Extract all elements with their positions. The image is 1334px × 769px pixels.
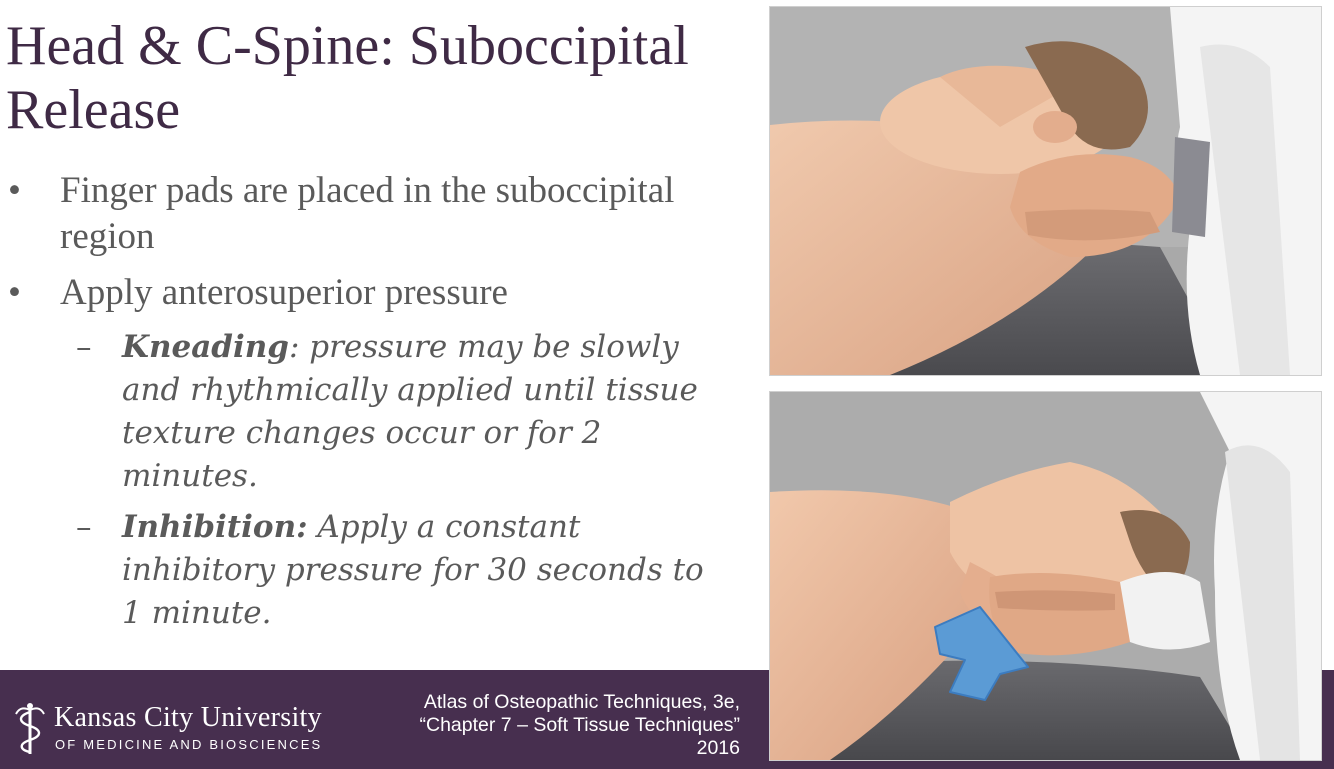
- sub-bullet-term: Inhibition:: [122, 509, 308, 545]
- bullet-dot: •: [8, 170, 21, 211]
- sub-bullet-text: Apply a constant inhibitory pressure for 30 seconds to 1 minute.: [122, 509, 704, 631]
- sub-bullet-dash: –: [76, 509, 92, 545]
- bullet-item: [0, 270, 760, 316]
- bullet-item: [0, 168, 760, 260]
- caduceus-logo-icon: [12, 700, 48, 756]
- source-citation: Atlas of Osteopathic Techniques, 3e, “Chapter 7 – Soft Tissue Techniques” 2016: [419, 691, 740, 759]
- sub-bullet-term: Kneading: [122, 329, 289, 365]
- sub-bullet-dash: –: [76, 329, 92, 365]
- technique-photo-bottom: [769, 391, 1322, 761]
- university-subtitle: OF MEDICINE AND BIOSCIENCES: [55, 737, 323, 752]
- university-name: Kansas City University: [54, 702, 322, 733]
- sub-bullet-text: : pressure may be slowly and rhythmically applied until tissue texture changes occur or for 2 minutes.: [122, 329, 698, 494]
- bullet-list: [0, 168, 760, 643]
- sub-bullet-item: [0, 506, 760, 635]
- sub-bullet-item: [0, 326, 760, 498]
- bullet-text: Apply anterosuperior pressure: [60, 272, 508, 313]
- bullet-text: Finger pads are placed in the suboccipital region: [60, 170, 675, 257]
- bullet-dot: •: [8, 272, 21, 313]
- technique-photo-top: [769, 6, 1322, 376]
- slide-title: Head & C-Spine: Suboccipital Release: [6, 15, 689, 141]
